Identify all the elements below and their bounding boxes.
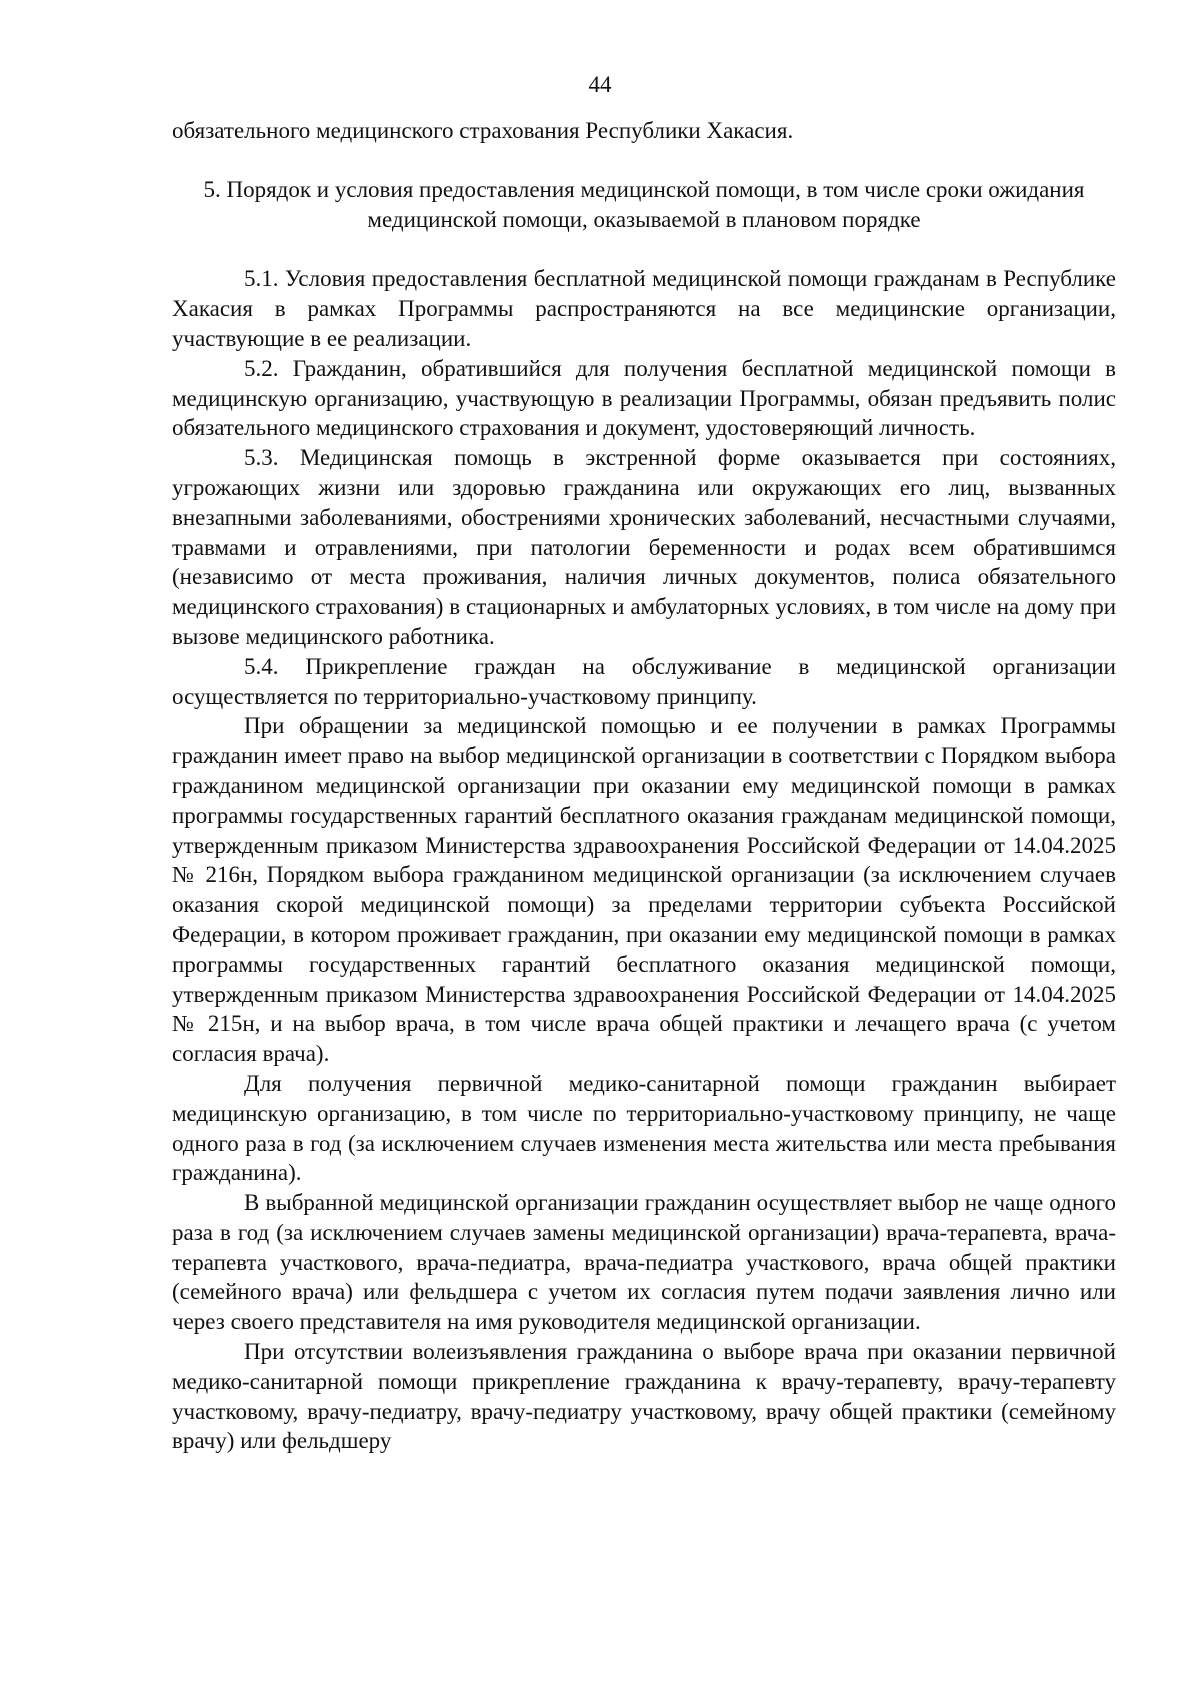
paragraph-doctor-choice: В выбранной медицинской организации гражданин осуществляет выбор не чаще одного раза в год (за исключением случаев замены медицинской организации) врача-терапевта, врача-терапевта участкового, врача-педиатра, врача-педиатра участкового, врача общей практики (семейного врача) или фельдшера с учетом их согласия путем подачи заявления лично или через своего представителя на имя руководителя медицинской организации. [172, 1190, 1116, 1335]
paragraph-5-1: 5.1. Условия предоставления бесплатной медицинской помощи гражданам в Республике Хакасия в рамках Программы распространяются на все медицинские организации, участвующие в ее реализации. [172, 266, 1116, 351]
page-number: 44 [588, 72, 612, 97]
paragraph-primary-care-choice: Для получения первичной медико-санитарной помощи гражданин выбирает медицинскую организацию, в том числе по территориально-участковому принципу, не чаще одного раза в год (за исключением случаев изменения места жительства или места пребывания гражданина). [172, 1070, 1116, 1186]
section-heading: 5. Порядок и условия предоставления медицинской помощи, в том числе сроки ожидания медицинской помощи, оказываемой в плановом порядке [203, 176, 1085, 232]
continuation-line: обязательного медицинского страхования Республики Хакасия. [172, 118, 794, 143]
paragraph-5-2: 5.2. Гражданин, обратившийся для получения бесплатной медицинской помощи в медицинскую организацию, участвующую в реализации Программы, обязан предъявить полис обязательного медицинского страхования и документ, удостоверяющий личность. [172, 355, 1116, 441]
paragraph-no-preference: При отсутствии волеизъявления гражданина о выборе врача при оказании первичной медико-санитарной помощи прикрепление гражданина к врачу-терапевту, врачу-терапевту участковому, врачу-педиатру, врачу-педиатру участковому, врачу общей практики (семейному врачу) или фельдшеру [172, 1339, 1116, 1454]
paragraph-choice-of-organization: При обращении за медицинской помощью и ее получении в рамках Программы гражданин имеет право на выбор медицинской организации в соответствии с Порядком выбора гражданином медицинской организации при оказании ему медицинской помощи в рамках программы государственных гарантий бесплатного оказания гражданам медицинской помощи, утвержденным приказом Министерства здравоохранения Российской Федерации от 14.04.2025 № 216н, Порядком выбора гражданином медицинской организации (за исключением случаев оказания скорой медицинской помощи) за пределами территории субъекта Российской Федерации, в котором проживает гражданин, при оказании ему медицинской помощи в рамках программы государственных гарантий бесплатного оказания медицинской помощи, утвержденным приказом Министерства здравоохранения Российской Федерации от 14.04.2025 № 215н, и на выбор врача, в том числе врача общей практики и лечащего врача (с учетом согласия врача). [172, 713, 1116, 1067]
paragraph-5-3: 5.3. Медицинская помощь в экстренной форме оказывается при состояниях, угрожающих жизни или здоровью гражданина или окружающих его лиц, вызванных внезапными заболеваниями, обострениями хронических заболеваний, несчастными случаями, травмами и отравлениями, при патологии беременности и родах всем обратившимся (независимо от места проживания, наличия личных документов, полиса обязательного медицинского страхования) в стационарных и амбулаторных условиях, в том числе на дому при вызове медицинского работника. [172, 445, 1116, 649]
document-body [172, 116, 1116, 1456]
paragraph-5-4: 5.4. Прикрепление граждан на обслуживание в медицинской организации осуществляется по территориально-участковому принципу. [172, 653, 1116, 709]
